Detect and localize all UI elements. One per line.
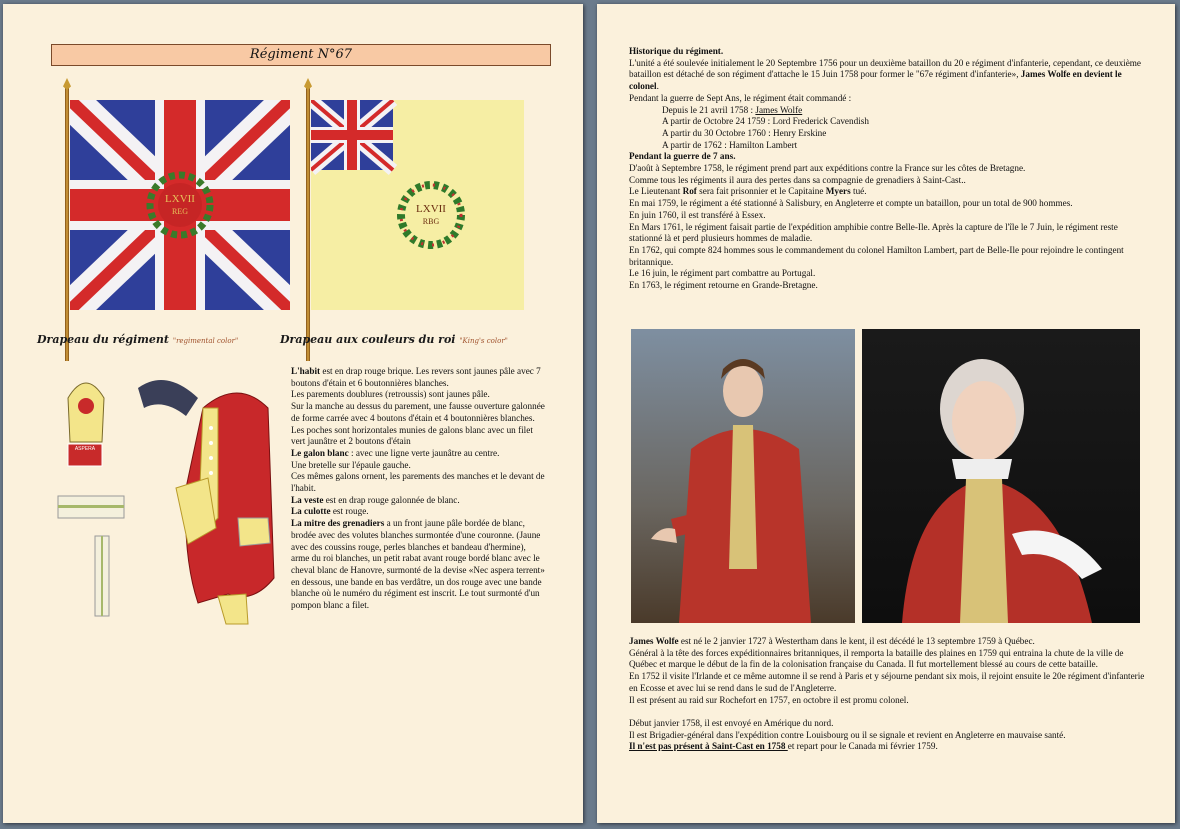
history-section (629, 46, 1149, 292)
uniform-motto: ASPERA (74, 446, 96, 452)
mitre-heading: La mitre des grenadiers (291, 518, 385, 529)
war-text-7: En 1762, qui compte 824 hommes sous le commandement du colonel Hamilton Lambert, part de Belle-Ile pour rejoindre le contingent britannique. (629, 244, 1124, 267)
flag1-motto-2: REG (172, 207, 188, 216)
flag2-motto-2: RBG (422, 217, 440, 226)
bio-text-7: et repart pour le Canada mi février 1759. (787, 741, 938, 752)
red-coat-icon (176, 393, 274, 624)
galon-heading: Le galon blanc (291, 447, 349, 458)
galons-text: Ces mêmes galons ornent, les parements des manches et le devant de l'habit. (291, 471, 545, 494)
war-text-1: D'août à Septembre 1758, le régiment prend part aux expéditions contre la France sur les côtes de Bretagne. (629, 163, 1026, 174)
manche-text: Sur la manche au dessus du parement, une fausse ouverture galonnée de forme carrée avec 4 boutons d'étain et 4 boutonnières blanches. (291, 401, 545, 423)
wolfe-portrait-1 (631, 329, 855, 623)
bio-text-5: Début janvier 1758, il est envoyé en Amérique du nord. (629, 717, 834, 728)
bio-text-6: Il est Brigadier-général dans l'expédition contre Louisbourg ou il se signale et revient en Angleterre en mauvaise santé. (629, 729, 1066, 740)
war-text-9: En 1763, le régiment retourne en Grande-Bretagne. (629, 280, 818, 291)
flag-pole-regimental (65, 86, 69, 361)
war-text-6: En Mars 1761, le régiment faisait partie de l'expédition amphibie contre Belle-Ile. Après la capture de l'île le 7 Juin, le régiment reste stationné là et perd plusieurs hommes de maladie. (629, 221, 1118, 244)
bio-text-4: Il est présent au raid sur Rochefort en 1757, en octobre il est promu colonel. (629, 694, 909, 705)
page-title: Régiment N°67 (51, 44, 551, 66)
poches-text: Les poches sont horizontales munies de galons blanc avec un filet vert jaunâtre et 2 boutons d'étain (291, 424, 533, 447)
veste-text: est en drap rouge galonnée de blanc. (323, 494, 460, 505)
galon-text: : avec une ligne verte jaunâtre au centre. (348, 447, 500, 458)
war-heading: Pendant la guerre de 7 ans. (629, 151, 736, 162)
commander-1-date: Depuis le 21 avril 1758 : (662, 104, 756, 115)
uniform-illustration (48, 368, 288, 628)
veste-heading: La veste (291, 494, 324, 505)
bio-text-3: En 1752 il visite l'Irlande et ce même automne il se rend à Paris et y séjourne pendant six mois, il rejoint ensuite le 20e régiment d'infanterie en Ecosse et avec lui se rend dans le sud de l'Angleterre. (629, 671, 1145, 693)
flag1-caption (37, 333, 238, 346)
flag1-caption-text: Drapeau du régiment (37, 333, 173, 346)
war-text-4: En mai 1759, le régiment a été stationné à Salisbury, en Angleterre et compte un bataillon, pour un total de 900 hommes. (629, 198, 1073, 209)
wolfe-portrait-2 (862, 329, 1140, 623)
commander-4: A partir de 1762 : Hamilton Lambert (662, 139, 798, 150)
parements-text: Les parements doublures (retroussis) sont jaunes pâle. (291, 389, 490, 400)
war-text-5: En juin 1760, il est transféré à Essex. (629, 209, 766, 220)
war-text-8: Le 16 juin, le régiment part combattre au Portugal. (629, 268, 816, 279)
wolfe-colonel-text: James Wolfe en devient le colonel (629, 69, 1122, 92)
bio-text-1: est né le 2 janvier 1727 à Westertham dans le kent, il est décédé le 13 septembre 1759 à Québec. (678, 636, 1035, 646)
flag2-caption-text: Drapeau aux couleurs du roi (280, 333, 460, 346)
biography-section (629, 636, 1149, 753)
habit-heading: L'habit (291, 366, 321, 376)
commander-2: A partir de Octobre 24 1759 : Lord Frederick Cavendish (662, 116, 869, 127)
tricorne-hat-icon (138, 380, 198, 416)
commander-1-link[interactable]: James Wolfe (755, 104, 803, 115)
grenadier-mitre-icon (68, 383, 104, 466)
war-text-3-rof: Rof (682, 186, 697, 197)
war-text-3c: sera fait prisonnier et le Capitaine (696, 186, 826, 197)
history-heading: Historique du régiment. (629, 46, 724, 56)
war-text-3a: Le Lieutenant (629, 186, 683, 197)
uniform-description (291, 366, 545, 612)
flag2-motto-1: LXVII (416, 203, 446, 215)
flag2-caption (280, 333, 508, 346)
bretelle-text: Une bretelle sur l'épaule gauche. (291, 459, 411, 470)
culotte-heading: La culotte (291, 506, 331, 517)
war-text-3-myers: Myers (825, 186, 851, 197)
war-text-3d: tué. (850, 186, 867, 197)
bio-text-2: Général à la tête des forces expéditionnaires britanniques, il remporta la bataille des plaines en 1759 qui entraina la chute de la ville de Québec et marque le début de la fin de la colonisation française du Canada. Il fut mortellement blessé au cours de cette bataille. (629, 647, 1124, 670)
bio-saint-cast-note: Il n'est pas présent à Saint-Cast en 1758 (629, 741, 788, 752)
regimental-color-flag (70, 100, 290, 310)
flag2-caption-sub: "King's color" (459, 337, 508, 345)
commanders-intro: Pendant la guerre de Sept Ans, le régiment était commandé : (629, 92, 852, 103)
mitre-text: a un front jaune pâle bordée de blanc, brodée avec des volutes blanches surmontée d'une couronne. (Jaune avec des coussins rouge, perles blanches et bandeau d'hermine), arme du roi blanches, un petit rabat avant rouge bordé blanc avec le cheval blanc de Hanovre, surmonté de la devise «Nec aspera terrent» en dessous, une bande en bas verdâtre, un dos rouge avec une bande blanche où le numéro du régiment est inscrit. Le tout surmonté d'un pompon blanc a filet. (291, 518, 545, 611)
left-page (3, 4, 583, 823)
culotte-text: est rouge. (330, 506, 369, 517)
right-page (597, 4, 1175, 823)
kings-color-flag (311, 100, 524, 310)
bio-spacer (629, 706, 1149, 718)
war-text-2: Comme tous les régiments il aura des pertes dans sa compagnie de grenadiers à Saint-Cast.. (629, 174, 966, 185)
flag1-motto-1: LXVII (165, 193, 195, 205)
history-text-1: L'unité a été soulevée initialement le 20 Septembre 1756 pour un deuxième bataillon du 20 e régiment d'infanterie, cependant, ce deuxième bataillon est détaché de son régiment d'attache le 15 Juin 1758 pour former le "67e régiment d'infanterie», (629, 57, 1142, 80)
habit-text: est en drap rouge brique. Les revers sont jaunes pâle avec 7 boutons d'étain et 6 boutonnières blanches. (291, 366, 541, 388)
commander-3: A partir du 30 Octobre 1760 : Henry Erskine (662, 127, 827, 138)
history-text-1-end: . (656, 81, 659, 92)
bio-name: James Wolfe (629, 636, 679, 646)
flag1-caption-sub: "regimental color" (172, 337, 239, 345)
flag-pole-kings (306, 86, 310, 361)
